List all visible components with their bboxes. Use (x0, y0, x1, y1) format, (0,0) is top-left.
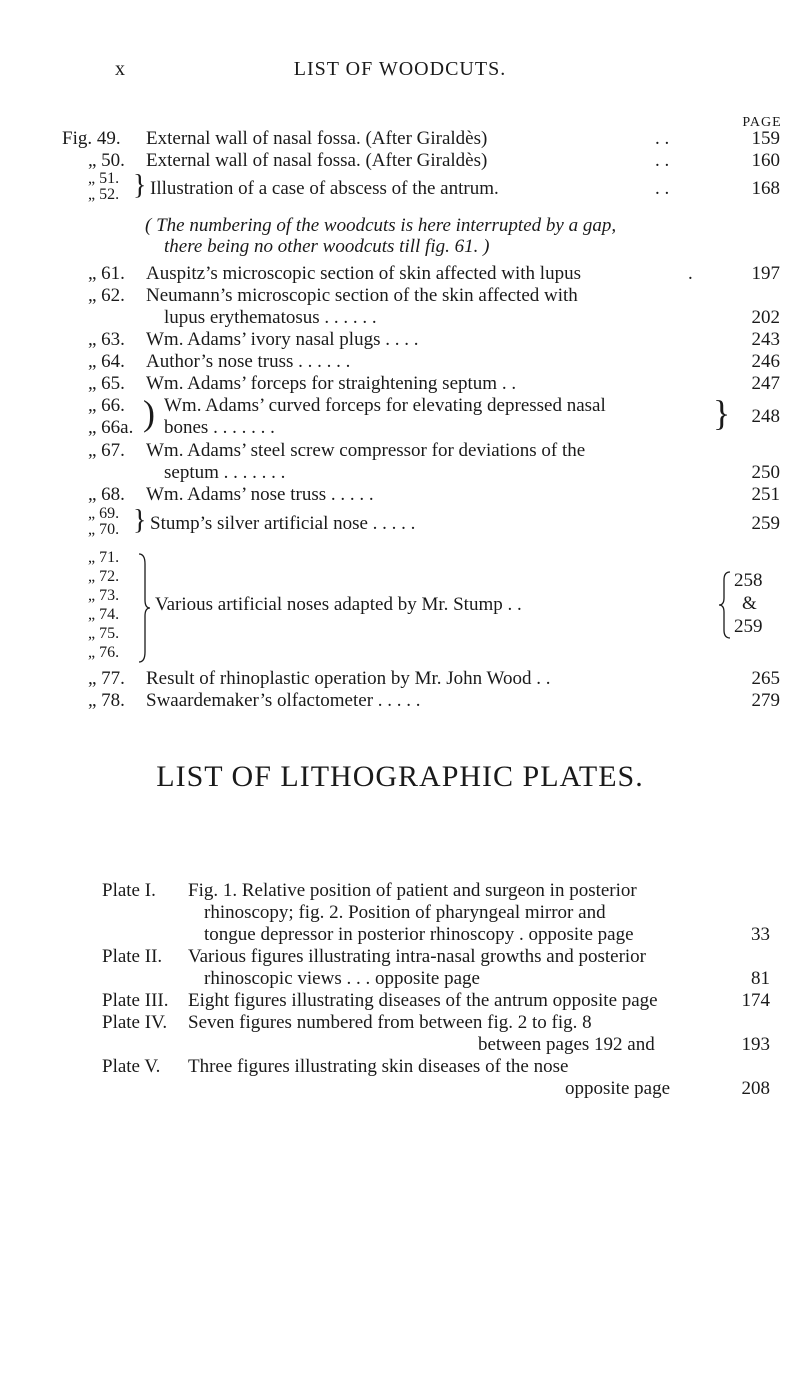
page-number: 258 (734, 570, 763, 591)
plate-description: Three figures illustrating skin diseases of the nose (188, 1056, 569, 1077)
figure-number: „ 66. (88, 395, 125, 416)
page-number: 243 (751, 329, 780, 350)
plate-description: rhinoscopic views . . . opposite page (204, 968, 480, 989)
page-number: 33 (751, 924, 770, 945)
page-number: 160 (751, 150, 780, 171)
page-roman-numeral: x (115, 58, 125, 80)
brace (137, 552, 151, 664)
page-number: 247 (751, 373, 780, 394)
figure-number: „ 78. (88, 690, 125, 711)
woodcut-entry (0, 395, 800, 439)
entry-description: Stump’s silver artificial nose . . . . . (150, 513, 416, 534)
page-number: 168 (751, 178, 780, 199)
figure-number: „ 62. (88, 285, 125, 306)
figure-number: „ 70. (88, 521, 120, 538)
figure-number: „ 61. (88, 263, 125, 284)
entry-description: Auspitz’s microscopic section of skin affected with lupus (146, 263, 581, 284)
page-number: 250 (751, 462, 780, 483)
figure-number: „ 66a. (88, 417, 134, 438)
figure-number: „ 69. (88, 505, 120, 522)
brace: } (713, 393, 731, 433)
brace: ) (143, 393, 155, 433)
figure-number: „ 50. (88, 150, 125, 171)
leader-dots: . . (655, 150, 670, 171)
entry-description: Neumann’s microscopic section of the skin affected with (146, 285, 578, 306)
plate-description: rhinoscopy; fig. 2. Position of pharyngeal mirror and (204, 902, 606, 923)
plate-description: Eight figures illustrating diseases of the antrum opposite page (188, 990, 658, 1011)
figure-number: „ 76. (88, 644, 120, 661)
page-number: 159 (751, 128, 780, 149)
ampersand: & (742, 593, 757, 614)
brace (718, 570, 732, 640)
figure-number: „ 51. (88, 170, 120, 187)
brace: } (133, 170, 147, 201)
figure-number: „ 77. (88, 668, 125, 689)
page-number: 259 (734, 616, 763, 637)
figure-number: „ 73. (88, 587, 120, 604)
figure-number: „ 63. (88, 329, 125, 350)
brace: } (133, 505, 147, 536)
leader-dots: . . (655, 178, 670, 199)
plate-description: opposite page (565, 1078, 671, 1099)
page-number: 251 (751, 484, 780, 505)
plate-description: Various figures illustrating intra-nasal growths and posterior (188, 946, 647, 967)
figure-number: „ 68. (88, 484, 125, 505)
plate-description: tongue depressor in posterior rhinoscopy . opposite page (204, 924, 634, 945)
leader-dots: . . (655, 128, 670, 149)
entry-description: Result of rhinoplastic operation by Mr. John Wood . . (146, 668, 551, 689)
entry-description: Author’s nose truss . . . . . . (146, 351, 351, 372)
entry-description: Illustration of a case of abscess of the antrum. (150, 178, 499, 199)
leader-dots: . (688, 263, 693, 284)
entry-description: Wm. Adams’ curved forceps for elevating depressed nasal (164, 395, 606, 416)
figure-number: Fig. 49. (62, 128, 121, 149)
note-line: ( The numbering of the woodcuts is here interrupted by a gap, (145, 215, 617, 236)
entry-description: Swaardemaker’s olfactometer . . . . . (146, 690, 421, 711)
figure-number: „ 72. (88, 568, 120, 585)
plate-label: Plate II. (102, 946, 163, 967)
page-number: 265 (751, 668, 780, 689)
plate-label: Plate V. (102, 1056, 161, 1077)
page-column-heading: PAGE (742, 115, 782, 130)
figure-number: „ 52. (88, 186, 120, 203)
page-number: 208 (741, 1078, 770, 1099)
figure-number: „ 67. (88, 440, 125, 461)
section-heading: LIST OF LITHOGRAPHIC PLATES. (156, 760, 644, 793)
entry-description: septum . . . . . . . (164, 462, 286, 483)
plate-description: Fig. 1. Relative position of patient and surgeon in posterior (188, 880, 637, 901)
plate-label: Plate III. (102, 990, 169, 1011)
entry-description: External wall of nasal fossa. (After Giraldès) (146, 128, 488, 149)
page-number: 246 (751, 351, 780, 372)
plate-label: Plate I. (102, 880, 156, 901)
woodcut-entry (0, 170, 800, 210)
woodcut-entry (0, 548, 800, 668)
entry-description: Various artificial noses adapted by Mr. Stump . . (155, 594, 522, 615)
entry-description: Wm. Adams’ forceps for straightening septum . . (146, 373, 517, 394)
entry-description: Wm. Adams’ nose truss . . . . . (146, 484, 374, 505)
figure-number: „ 71. (88, 549, 120, 566)
plate-label: Plate IV. (102, 1012, 168, 1033)
page-number: 81 (751, 968, 770, 989)
entry-description: lupus erythematosus . . . . . . (164, 307, 377, 328)
entry-description: External wall of nasal fossa. (After Giraldès) (146, 150, 488, 171)
figure-number: „ 65. (88, 373, 125, 394)
note-line: there being no other woodcuts till fig. 61. ) (164, 236, 490, 257)
figure-number: „ 75. (88, 625, 120, 642)
page-number: 197 (751, 263, 780, 284)
page-title: LIST OF WOODCUTS. (293, 58, 507, 80)
figure-number: „ 74. (88, 606, 120, 623)
entry-description: bones . . . . . . . (164, 417, 275, 438)
entry-description: Wm. Adams’ steel screw compressor for deviations of the (146, 440, 586, 461)
page-number: 248 (751, 406, 780, 427)
woodcut-entry (0, 505, 800, 545)
plate-description: Seven figures numbered from between fig. 2 to fig. 8 (188, 1012, 592, 1033)
page-number: 193 (741, 1034, 770, 1055)
plate-description: between pages 192 and (478, 1034, 655, 1055)
page-number: 202 (751, 307, 780, 328)
entry-description: Wm. Adams’ ivory nasal plugs . . . . (146, 329, 419, 350)
page-number: 174 (741, 990, 770, 1011)
figure-number: „ 64. (88, 351, 125, 372)
page-number: 279 (751, 690, 780, 711)
page-number: 259 (751, 513, 780, 534)
